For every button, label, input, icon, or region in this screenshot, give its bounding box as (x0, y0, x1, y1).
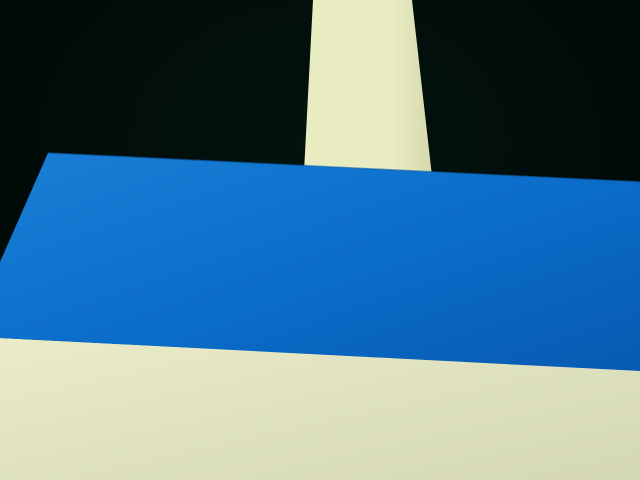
blue-card (0, 153, 640, 371)
light-paper-strip (304, 0, 432, 176)
